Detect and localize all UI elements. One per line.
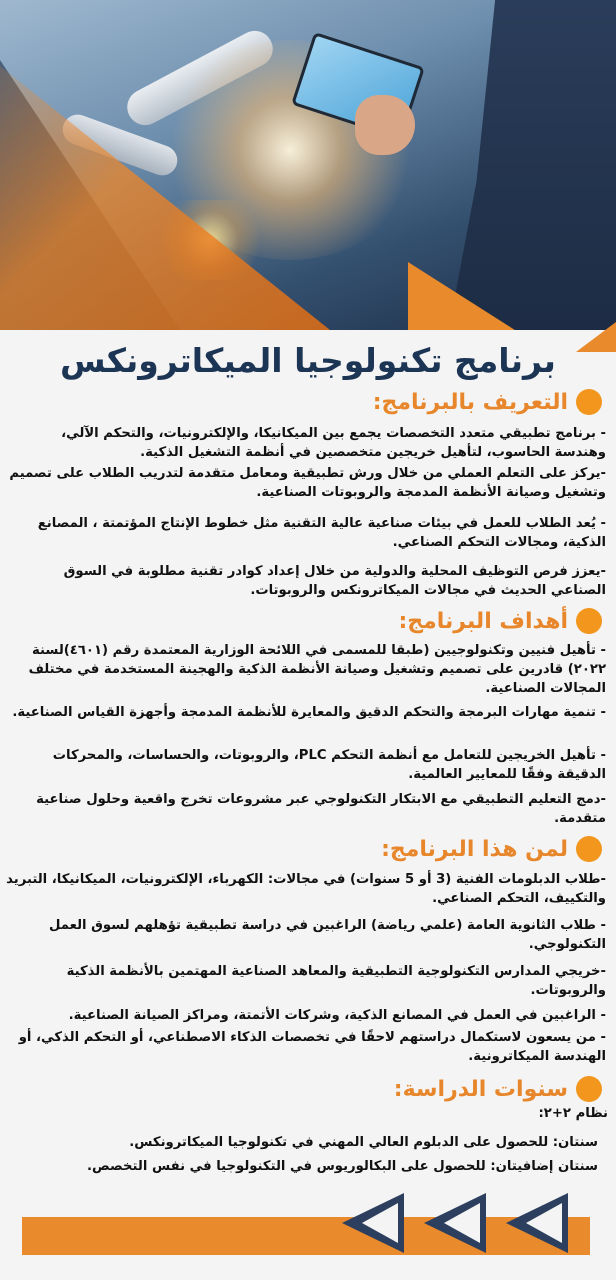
section-heading-goals — [398, 604, 602, 638]
years-line-1: سنتان: للحصول على الدبلوم العالي المهني في تكنولوجيا الميكاترونكس. — [129, 1135, 598, 1150]
section-heading-audience — [381, 832, 602, 866]
section-heading-intro — [373, 385, 602, 419]
goals-paragraph-3: - تأهيل الخريجين للتعامل مع أنظمة التحكم PLC، والروبوتات، والحساسات، والمحركات الدقيقة وفقًا للمعايير العالمية. — [52, 748, 606, 782]
hero-image — [0, 0, 616, 330]
section-title: أهداف البرنامج: — [398, 608, 568, 634]
audience-paragraph-2: - طلاب الثانوية العامة (علمي رياضة) الراغبين في دراسة تطبيقية تؤهلهم لسوق العمل التكنولوجي. — [49, 918, 606, 952]
footer-bar — [22, 1217, 590, 1255]
intro-paragraph-2: -يركز على التعلم العملي من خلال ورش تطبيقية ومعامل متقدمة لتدريب الطلاب على تصميم وتشغيل وصيانة الأنظمة المدمجة والروبوتات الصناعية. — [9, 466, 606, 500]
goals-paragraph-2: - تنمية مهارات البرمجة والتحكم الدقيق والمعايرة للأنظمة المدمجة وأجهزة القياس الصناعية. — [12, 705, 606, 720]
audience-paragraph-1: -طلاب الدبلومات الفنية (3 أو 5 سنوات) في مجالات: الكهرباء، الإلكترونيات، الميكانيكا، التبريد والتكييف، التحكم الصناعي. — [6, 872, 606, 906]
hand-shape — [355, 95, 415, 155]
intro-paragraph-1: - برنامج تطبيقي متعدد التخصصات يجمع بين الميكانيكا، والإلكترونيات، والتحكم الآلي، وهندسة الحاسوب، لتأهيل خريجين متخصصين في أنظمة التشغيل الذكية. — [61, 426, 606, 460]
intro-paragraph-3: - يُعد الطلاب للعمل في بيئات صناعية عالية التقنية مثل خطوط الإنتاج المؤتمتة ، المصانع الذكية، ومجالات التحكم الصناعي. — [37, 516, 606, 550]
goals-paragraph-4: -دمج التعليم التطبيقي مع الابتكار التكنولوجي عبر مشروعات تخرج واقعية وحلول صناعية متقدمة. — [36, 792, 606, 826]
bullet-circle-icon — [576, 836, 602, 862]
section-title: سنوات الدراسة: — [393, 1076, 568, 1102]
bullet-circle-icon — [576, 608, 602, 634]
years-line-2: سنتان إضافيتان: للحصول على البكالوريوس في التكنولوجيا في نفس التخصص. — [87, 1159, 598, 1174]
page-title: برنامج تكنولوجيا الميكاترونكس — [60, 341, 556, 380]
section-title: التعريف بالبرنامج: — [372, 389, 568, 415]
section-heading-years — [394, 1072, 602, 1106]
bullet-circle-icon — [576, 1076, 602, 1102]
goals-paragraph-1: - تأهيل فنيين وتكنولوجيين (طبقا للمسمى في اللائحة الوزارية المعتمدة رقم (٤٦٠١)لسنة ٢٠٢٢) قادرين على تصميم وتشغيل وصيانة الأنظمة الذكية والهجينة المستخدمة في مختلف المجالات الصناعية. — [28, 643, 606, 696]
study-system: نظام ٢+٢: — [538, 1106, 608, 1121]
intro-paragraph-4: -يعزز فرص التوظيف المحلية والدولية من خلال إعداد كوادر تقنية مطلوبة في السوق الصناعي الحديث في مجالات الميكاترونكس والروبوتات. — [63, 564, 606, 598]
section-title: لمن هذا البرنامج: — [381, 836, 568, 862]
audience-paragraph-4: - الراغبين في العمل في المصانع الذكية، وشركات الأتمتة، ومراكز الصيانة الصناعية. — [68, 1008, 606, 1023]
audience-paragraph-5: - من يسعون لاستكمال دراستهم لاحقًا في تخصصات الذكاء الاصطناعي، أو التحكم الذكي، أو الهندسة الميكاترونية. — [18, 1030, 606, 1064]
bullet-circle-icon — [576, 389, 602, 415]
person-sleeve-shape — [430, 0, 616, 330]
audience-paragraph-3: -خريجي المدارس التكنولوجية التطبيقية والمعاهد الصناعية المهتمين بالأنظمة الذكية والروبوتات. — [66, 964, 606, 998]
